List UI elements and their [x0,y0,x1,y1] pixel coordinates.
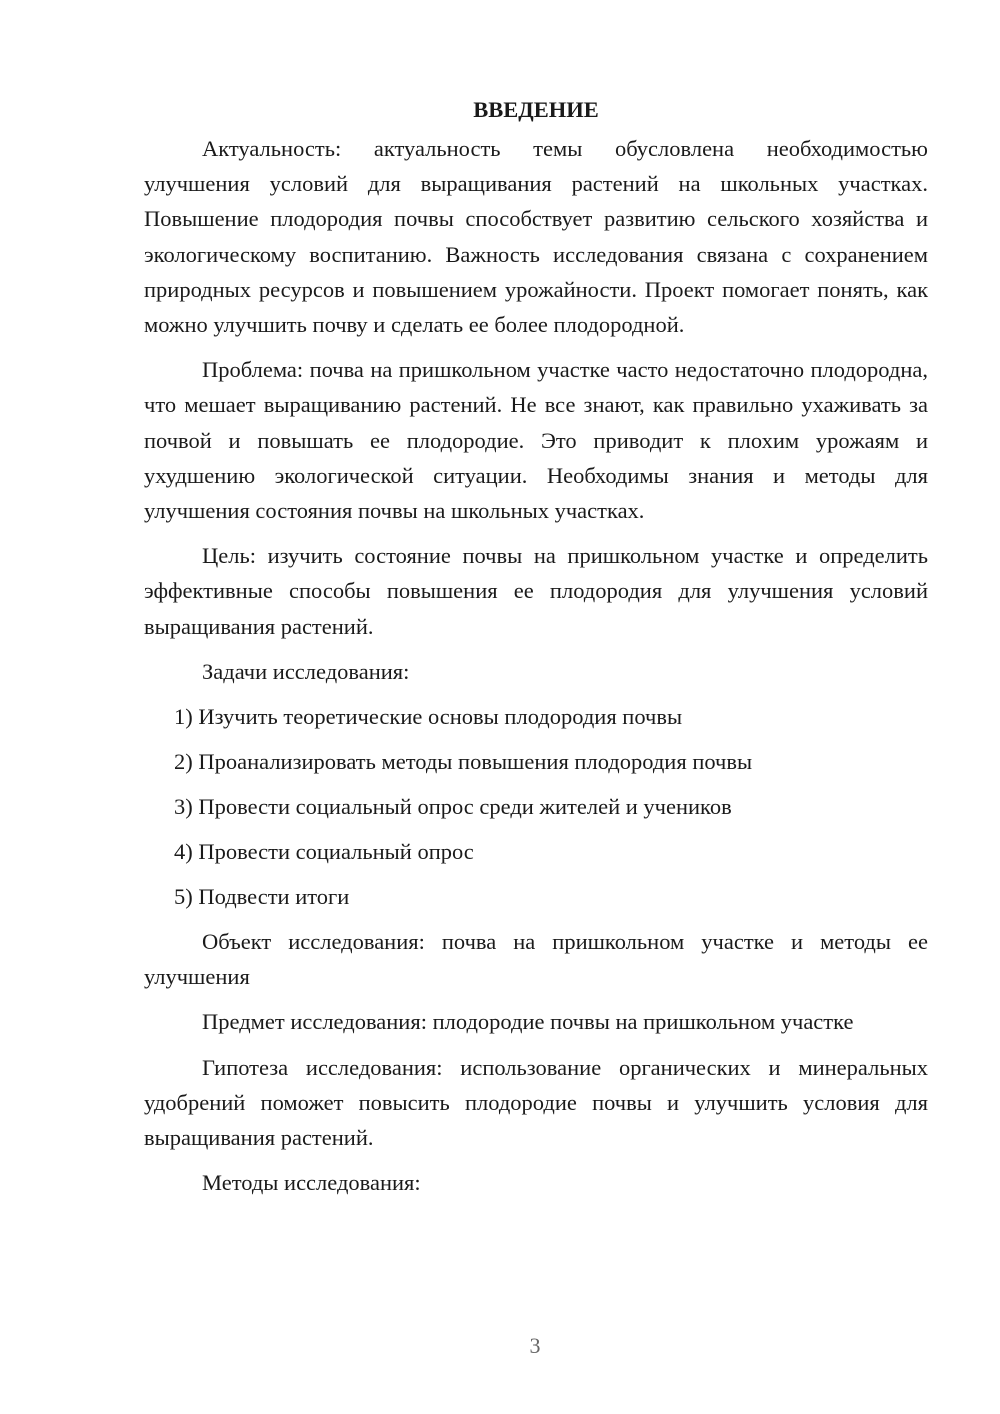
section-heading: ВВЕДЕНИЕ [473,97,599,122]
tasks-title: Задачи исследования: [202,658,410,684]
methods-title: Методы исследования: [202,1170,421,1196]
subject-paragraph: Предмет исследования: плодородие почвы на пришкольном участке [202,1009,854,1035]
page-number: 3 [529,1333,541,1358]
list-item: 1) Изучить теоретические основы плодородия почвы [174,704,683,730]
goal-paragraph: Цель: изучить состояние почвы на пришкольном участке и определить эффективные способы повышения ее плодородия для улучшения условий выращивания растений. [144,543,928,639]
list-item: 2) Проанализировать методы повышения плодородия почвы [174,749,753,775]
problem-paragraph: Проблема: почва на пришкольном участке часто недостаточно плодородна, что мешает выращиванию растений. Не все знают, как правильно ухаживать за почвой и повышать ее плодородие. Это приводит к плохим урожаям и ухудшению экологической ситуации. Необходимы знания и методы для улучшения состояния почвы на школьных участках. [144,357,928,524]
object-paragraph: Объект исследования: почва на пришкольном участке и методы ее улучшения [144,929,928,990]
tasks-list [144,699,928,914]
list-item: 4) Провести социальный опрос [174,839,474,865]
list-item: 3) Провести социальный опрос среди жителей и учеников [174,794,732,820]
list-item: 5) Подвести итоги [174,884,350,910]
document-page [144,92,928,1200]
relevance-paragraph: Актуальность: актуальность темы обусловлена необходимостью улучшения условий для выращивания растений на школьных участках. Повышение плодородия почвы способствует развитию сельского хозяйства и экологическому воспитанию. Важность исследования связана с сохранением природных ресурсов и повышением урожайности. Проект помогает понять, как можно улучшить почву и сделать ее более плодородной. [144,136,928,338]
hypothesis-paragraph: Гипотеза исследования: использование органических и минеральных удобрений поможет повысить плодородие почвы и улучшить условия для выращивания растений. [144,1054,928,1151]
